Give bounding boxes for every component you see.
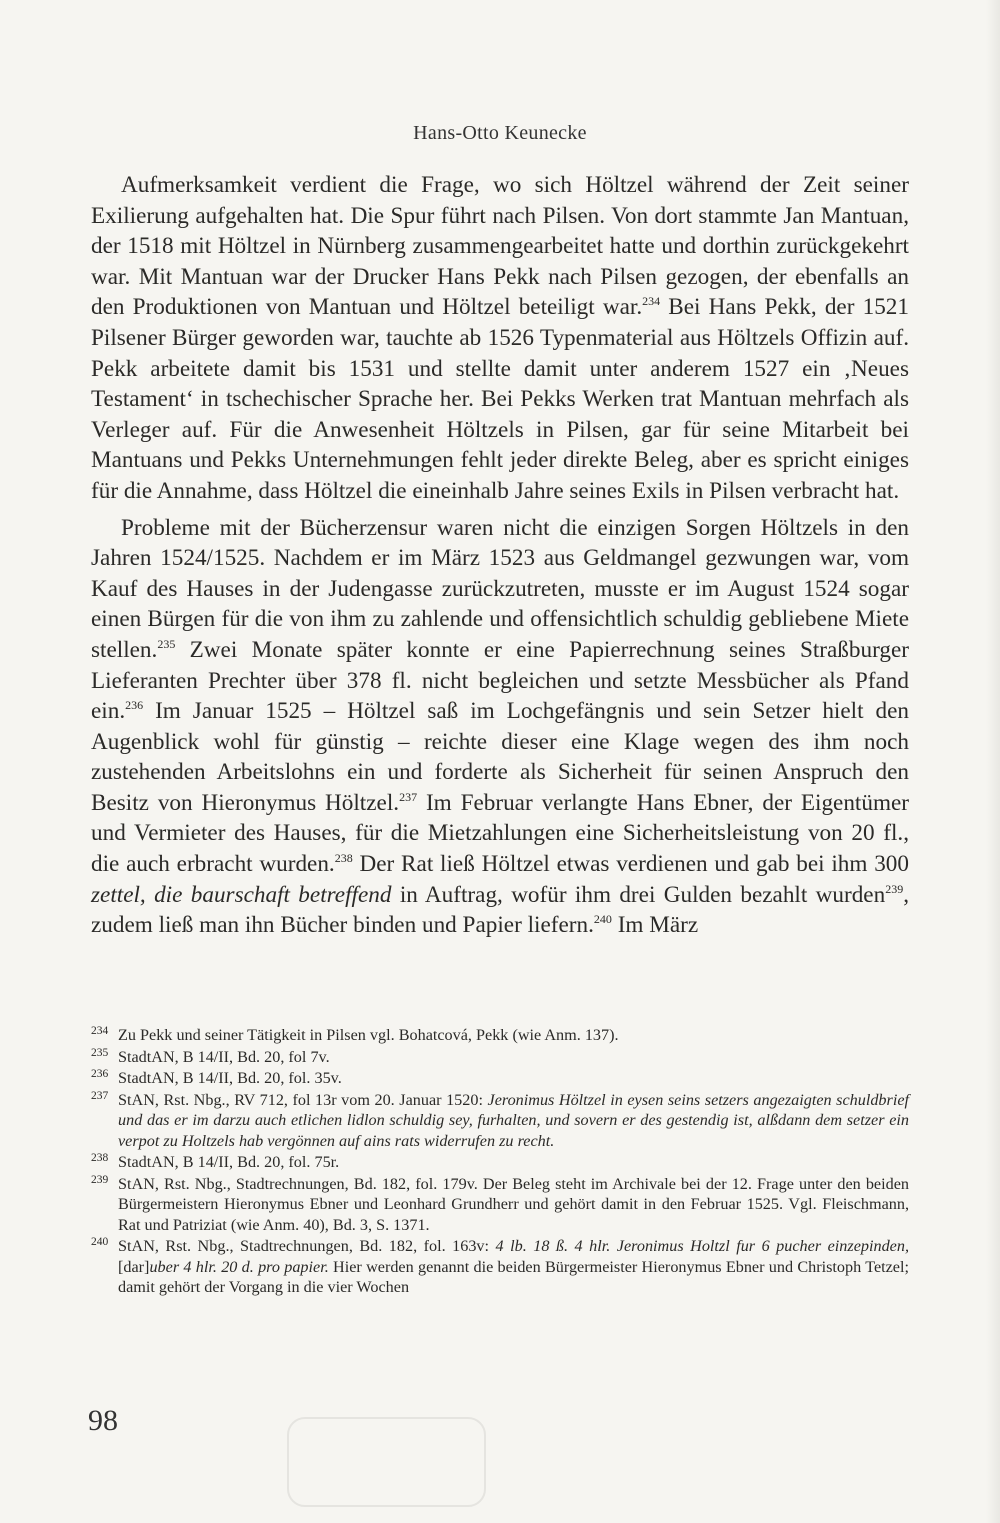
footnote-italic: uber 4 hlr. 20 d. pro papier.: [149, 1257, 329, 1276]
paragraph-text: Im Februar verlangte Hans Ebner, der Eigentümer und Vermieter des Hauses, für die Mietzahlungen eine Sicherheitsleistung von 20 fl., die auch erbracht wurden.: [91, 789, 910, 878]
footnote-235: [91, 1047, 909, 1068]
footnote-italic: 4 lb. 18 ß. 4 hlr. Jeronimus Holtzl fur 6 pucher einzepinden,: [495, 1237, 909, 1255]
library-stamp-faint: [287, 1417, 486, 1507]
footnote-text: StAN, Rst. Nbg., Stadtrechnungen, Bd. 182, fol. 163v:: [118, 1237, 496, 1255]
paragraph-text: Bei Hans Pekk, der 1521 Pilsener Bürger geworden war, tauchte ab 1526 Typenmaterial aus Höltzels Offizin auf. Pekk arbeitete damit bis 1531 und stellte damit unter anderem 1527 ein ‚Neues Testament‘ in tschechischer Sprache her. Bei Pekks Werken trat Mantuan mehrfach als Verleger auf. Für die Anwesenheit Höltzels in Pilsen, gar für seine Mitarbeit bei Mantuans und Pekks Unternehmungen fehlt jeder direkte Beleg, aber es spricht einiges für die Annahme, dass Höltzel die eineinhalb Jahre seines Exils in Pilsen verbracht hat.: [91, 294, 909, 504]
footnote-240: [91, 1236, 909, 1298]
footnote-text: StAN, Rst. Nbg., Stadtrechnungen, Bd. 182, fol. 179v. Der Beleg steht im Archivale bei der 12. Frage unter den beiden Bürgermeistern Hieronymus Ebner und Leonhard Grundherr und gehört damit in den Februar 1525. Vgl. Fleischmann, Rat und Patriziat (wie Anm. 40), Bd. 3, S. 1371.: [118, 1174, 909, 1234]
footnote-239: [91, 1174, 909, 1236]
footnote-text: Zu Pekk und seiner Tätigkeit in Pilsen vgl. Bohatcová, Pekk (wie Anm. 137).: [118, 1026, 619, 1044]
footnote-number: 237: [91, 1089, 109, 1102]
page-number: 98: [88, 1404, 118, 1437]
footnote-ref-236[interactable]: 236: [125, 698, 144, 713]
paragraph-text: Probleme mit der Bücherzensur waren nicht die einzigen Sorgen Höltzels in den Jahren 1524/1525. Nachdem er im März 1523 aus Geldmangel gezwungen war, vom Kauf des Hauses in der Judengasse zurückzutreten, musste er im August 1524 sogar einen Bürgen für die von ihm zu zahlende und offensichtlich schuldig gebliebene Miete stellen.: [91, 514, 909, 663]
footnote-number: 236: [91, 1068, 109, 1080]
footnote-text: Hier werden genannt die beiden Bürgermeister Hieronymus Ebner und Christoph Tetzel; damit gehört der Vorgang in die vier Wochen: [118, 1257, 909, 1296]
footnote-number: 234: [91, 1025, 109, 1037]
paragraph-2: [91, 513, 909, 941]
footnote-238: [91, 1152, 909, 1173]
footnote-text: StadtAN, B 14/II, Bd. 20, fol 7v.: [118, 1047, 330, 1066]
main-text: [91, 170, 909, 941]
paragraph-text: Der Rat ließ Höltzel etwas verdienen und gab bei ihm 300: [352, 851, 909, 878]
footnote-237: [91, 1090, 909, 1152]
page-edge-shadow: [986, 0, 1000, 1523]
footnote-ref-235[interactable]: 235: [157, 636, 176, 651]
footnote-text: StadtAN, B 14/II, Bd. 20, fol. 35v.: [118, 1069, 342, 1087]
footnote-ref-234[interactable]: 234: [642, 294, 661, 309]
footnotes: [91, 1025, 909, 1299]
footnote-ref-238[interactable]: 238: [334, 851, 353, 866]
footnote-text: StAN, Rst. Nbg., RV 712, fol 13r vom 20. Januar 1520:: [118, 1090, 488, 1109]
paragraph-text: in Auftrag, wofür ihm drei Gulden bezahlt wurden: [391, 881, 886, 908]
footnote-234: [91, 1025, 909, 1046]
paragraph-1: [91, 170, 909, 507]
footnote-italic: Jeronimus Höltzel in eysen seins setzers angezaigten schuldbrief und das er im darzu auch etlichen lidlon schuldig sey, furhalten, und sovern er des gestendig ist, alßdann dem setzer ein verpot zu Holtzels hab vergönnen auf ains rats widerrufen zu recht.: [118, 1090, 909, 1150]
running-header: Hans-Otto Keunecke: [413, 122, 587, 144]
footnote-236: [91, 1068, 909, 1089]
italic-quote: zettel, die baurschaft betreffend: [91, 881, 392, 908]
paragraph-text: Zwei Monate später konnte er eine Papierrechnung seines Straßburger Lieferanten Prechter über 378 fl. nicht begleichen und setzte Messbücher als Pfand ein.: [91, 636, 909, 725]
footnote-ref-239[interactable]: 239: [885, 881, 904, 896]
footnote-number: 239: [91, 1173, 109, 1186]
footnote-number: 238: [91, 1152, 109, 1164]
footnote-ref-240[interactable]: 240: [593, 912, 612, 927]
footnote-text: [dar]: [118, 1257, 150, 1276]
footnote-text: StadtAN, B 14/II, Bd. 20, fol. 75r.: [118, 1153, 340, 1171]
paragraph-text: , zudem ließ man ihn Bücher binden und Papier liefern.: [91, 881, 909, 939]
footnote-number: 235: [91, 1046, 109, 1059]
paragraph-text: Im März: [611, 912, 699, 939]
footnote-number: 240: [91, 1236, 109, 1248]
paragraph-text: Im Januar 1525 – Höltzel saß im Lochgefängnis und sein Setzer hielt den Augenblick wohl für günstig – reichte dieser eine Klage wegen des ihm noch zustehenden Arbeitslohns ein und forderte als Sicherheit für seinen Anspruch den Besitz von Hieronymus Höltzel.: [91, 698, 909, 816]
footnote-ref-237[interactable]: 237: [399, 789, 418, 804]
paragraph-text: Aufmerksamkeit verdient die Frage, wo sich Höltzel während der Zeit seiner Exilierung aufgehalten hat. Die Spur führt nach Pilsen. Von dort stammte Jan Mantuan, der 1518 mit Höltzel in Nürnberg zusammengearbeitet hatte und dorthin zurückgekehrt war. Mit Mantuan war der Drucker Hans Pekk nach Pilsen gezogen, der ebenfalls an den Produktionen von Mantuan und Höltzel beteiligt war.: [91, 172, 909, 321]
